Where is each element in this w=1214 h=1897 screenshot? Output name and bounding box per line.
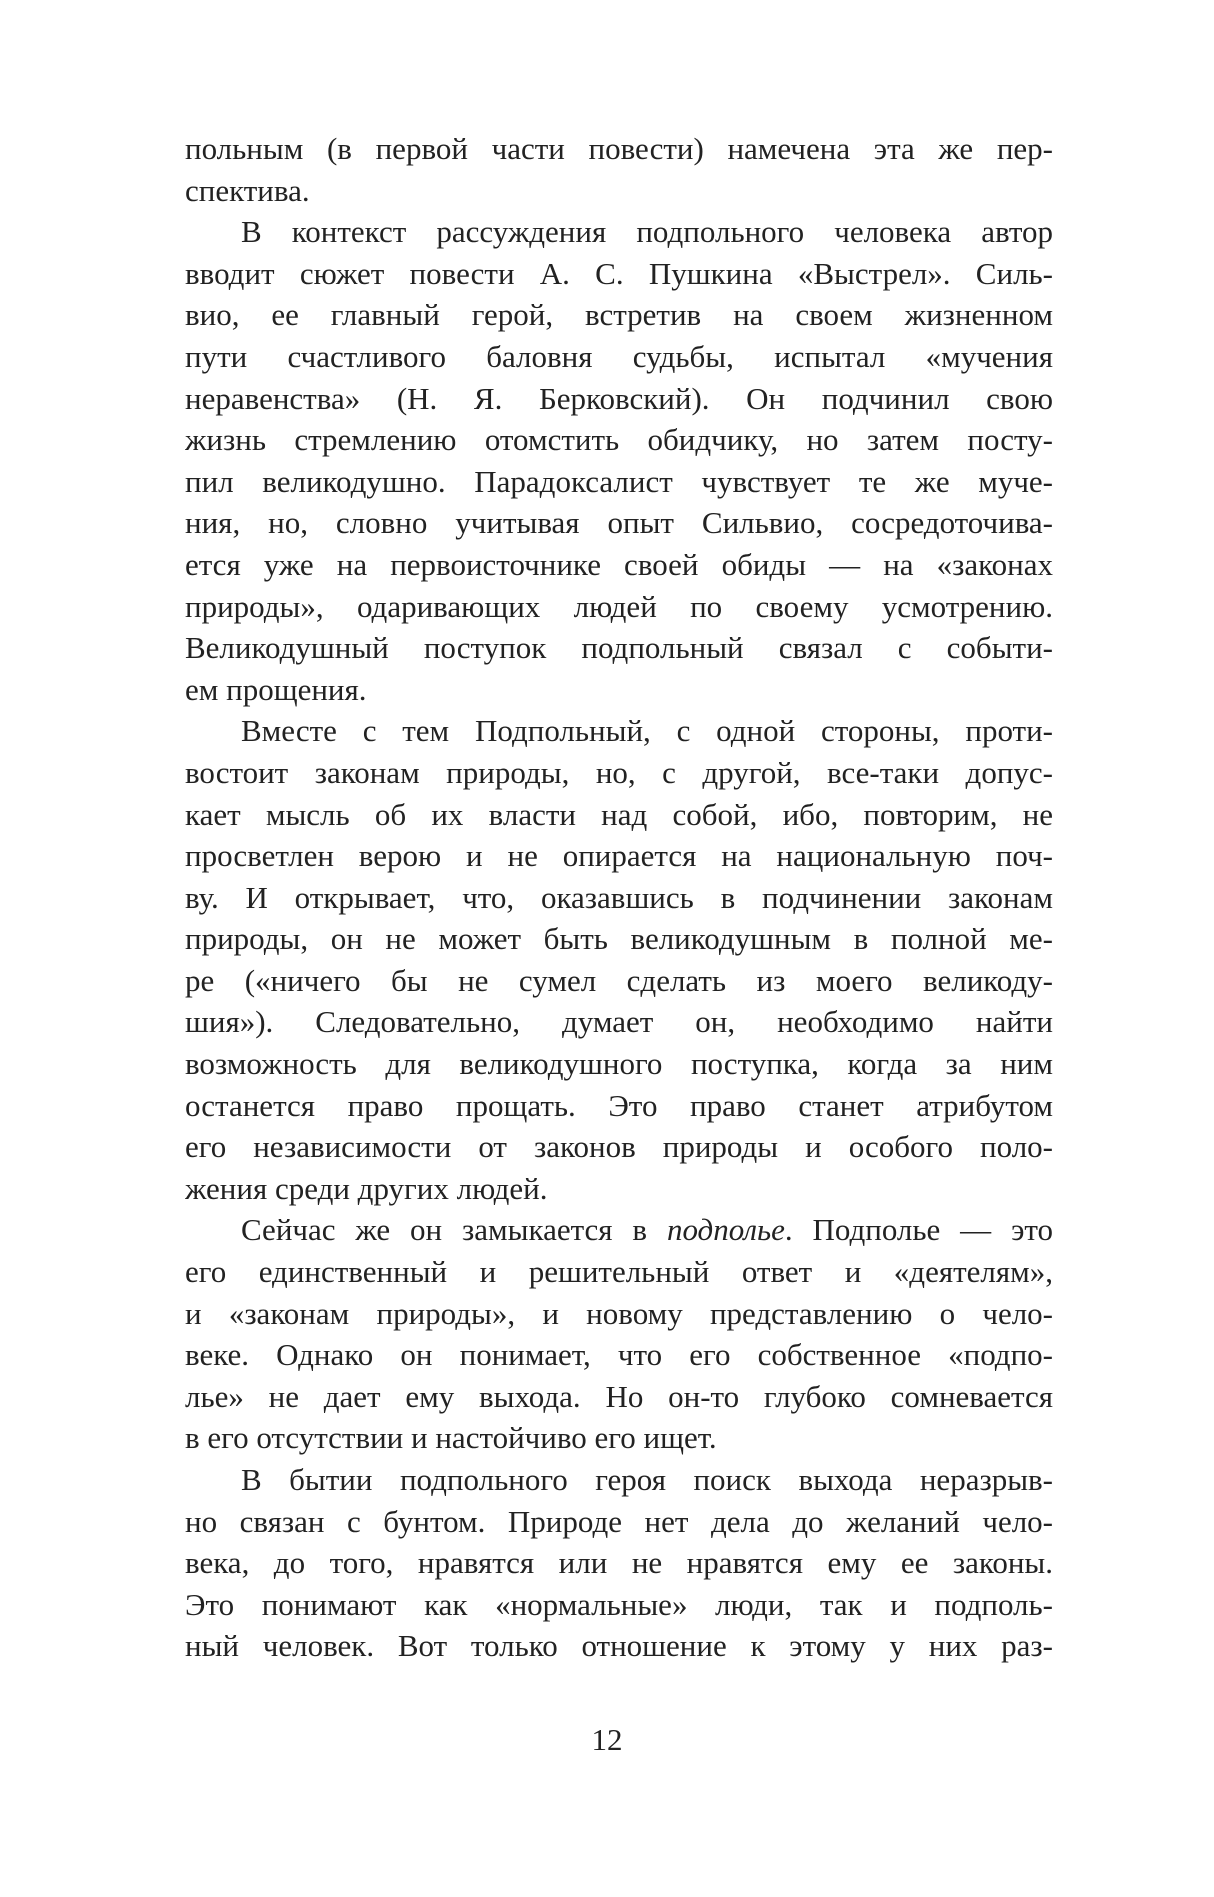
text-line: и «законам природы», и новому представлению о чело-: [185, 1295, 1053, 1331]
text-line: жизнь стремлению отомстить обидчику, но затем посту-: [185, 422, 1053, 458]
text-line: его независимости от законов природы и особого поло-: [185, 1129, 1053, 1165]
text-line: лье» не дает ему выхода. Но он-то глубоко сомневается: [185, 1378, 1053, 1414]
text-line: в его отсутствии и настойчиво его ищет.: [185, 1420, 717, 1456]
text-line: ву. И открывает, что, оказавшись в подчинении законам: [185, 879, 1053, 915]
paragraph-3: [185, 710, 1053, 1209]
text-line: шия»). Следовательно, думает он, необходимо найти: [185, 1004, 1053, 1040]
text-line: В бытии подпольного героя поиск выхода неразрыв-: [241, 1462, 1053, 1497]
text-line: неравенства» (Н. Я. Берковский). Он подчинил свою: [185, 380, 1053, 416]
text-line: востоит законам природы, но, с другой, все-таки допус-: [185, 754, 1053, 790]
text-line: его единственный и решительный ответ и «деятелям»,: [185, 1254, 1053, 1290]
text-line: Это понимают как «нормальные» люди, так и подполь-: [185, 1586, 1053, 1622]
text-line: возможность для великодушного поступка, когда за ним: [185, 1046, 1053, 1082]
text-segment: Сейчас же он замыкается в: [241, 1212, 667, 1248]
text-line: польным (в первой части повести) намечена эта же пер-: [185, 131, 1053, 166]
text-line: но связан с бунтом. Природе нет дела до желаний чело-: [185, 1503, 1053, 1539]
text-segment: . Подполье — это: [784, 1212, 1053, 1248]
text-line: просветлен верою и не опирается на национальную поч-: [185, 838, 1053, 874]
text-line: природы, он не может быть великодушным в полной ме-: [185, 921, 1053, 957]
text-line: ре («ничего бы не сумел сделать из моего великоду-: [185, 962, 1053, 998]
text-line: спектива.: [185, 172, 310, 208]
text-line: вводит сюжет повести А. С. Пушкина «Выстрел». Силь-: [185, 255, 1053, 291]
text-line: ем прощения.: [185, 671, 367, 707]
paragraph-4: [185, 1209, 1053, 1459]
text-line: ется уже на первоисточнике своей обиды — на «законах: [185, 546, 1053, 582]
text-line: [185, 1209, 1053, 1251]
text-line: ния, но, словно учитывая опыт Сильвио, сосредоточива-: [185, 505, 1053, 541]
text-line: Вместе с тем Подпольный, с одной стороны, проти-: [241, 713, 1053, 749]
text-line: жения среди других людей.: [185, 1170, 548, 1206]
body-text: [185, 128, 1053, 1667]
text-line: Великодушный поступок подпольный связал с событи-: [185, 630, 1053, 666]
text-line: В контекст рассуждения подпольного человека автор: [241, 214, 1053, 250]
paragraph-1: [185, 128, 1053, 211]
paragraph-5: [185, 1459, 1053, 1667]
text-line: пути счастливого баловня судьбы, испытал «мучения: [185, 338, 1053, 374]
text-line: века, до того, нравятся или не нравятся ему ее законы.: [185, 1545, 1053, 1581]
paragraph-2: [185, 211, 1053, 710]
text-line: пил великодушно. Парадоксалист чувствует те же муче-: [185, 463, 1053, 499]
text-line: останется право прощать. Это право станет атрибутом: [185, 1087, 1053, 1123]
page-number: 12: [591, 1722, 623, 1757]
text-line: веке. Однако он понимает, что его собственное «подпо-: [185, 1337, 1053, 1373]
text-line: природы», одаривающих людей по своему усмотрению.: [185, 588, 1053, 624]
text-line: вио, ее главный герой, встретив на своем жизненном: [185, 297, 1053, 333]
italic-term: подполье: [666, 1212, 785, 1248]
text-line: ный человек. Вот только отношение к этому у них раз-: [185, 1628, 1053, 1664]
text-line: кает мысль об их власти над собой, ибо, повторим, не: [185, 796, 1053, 832]
